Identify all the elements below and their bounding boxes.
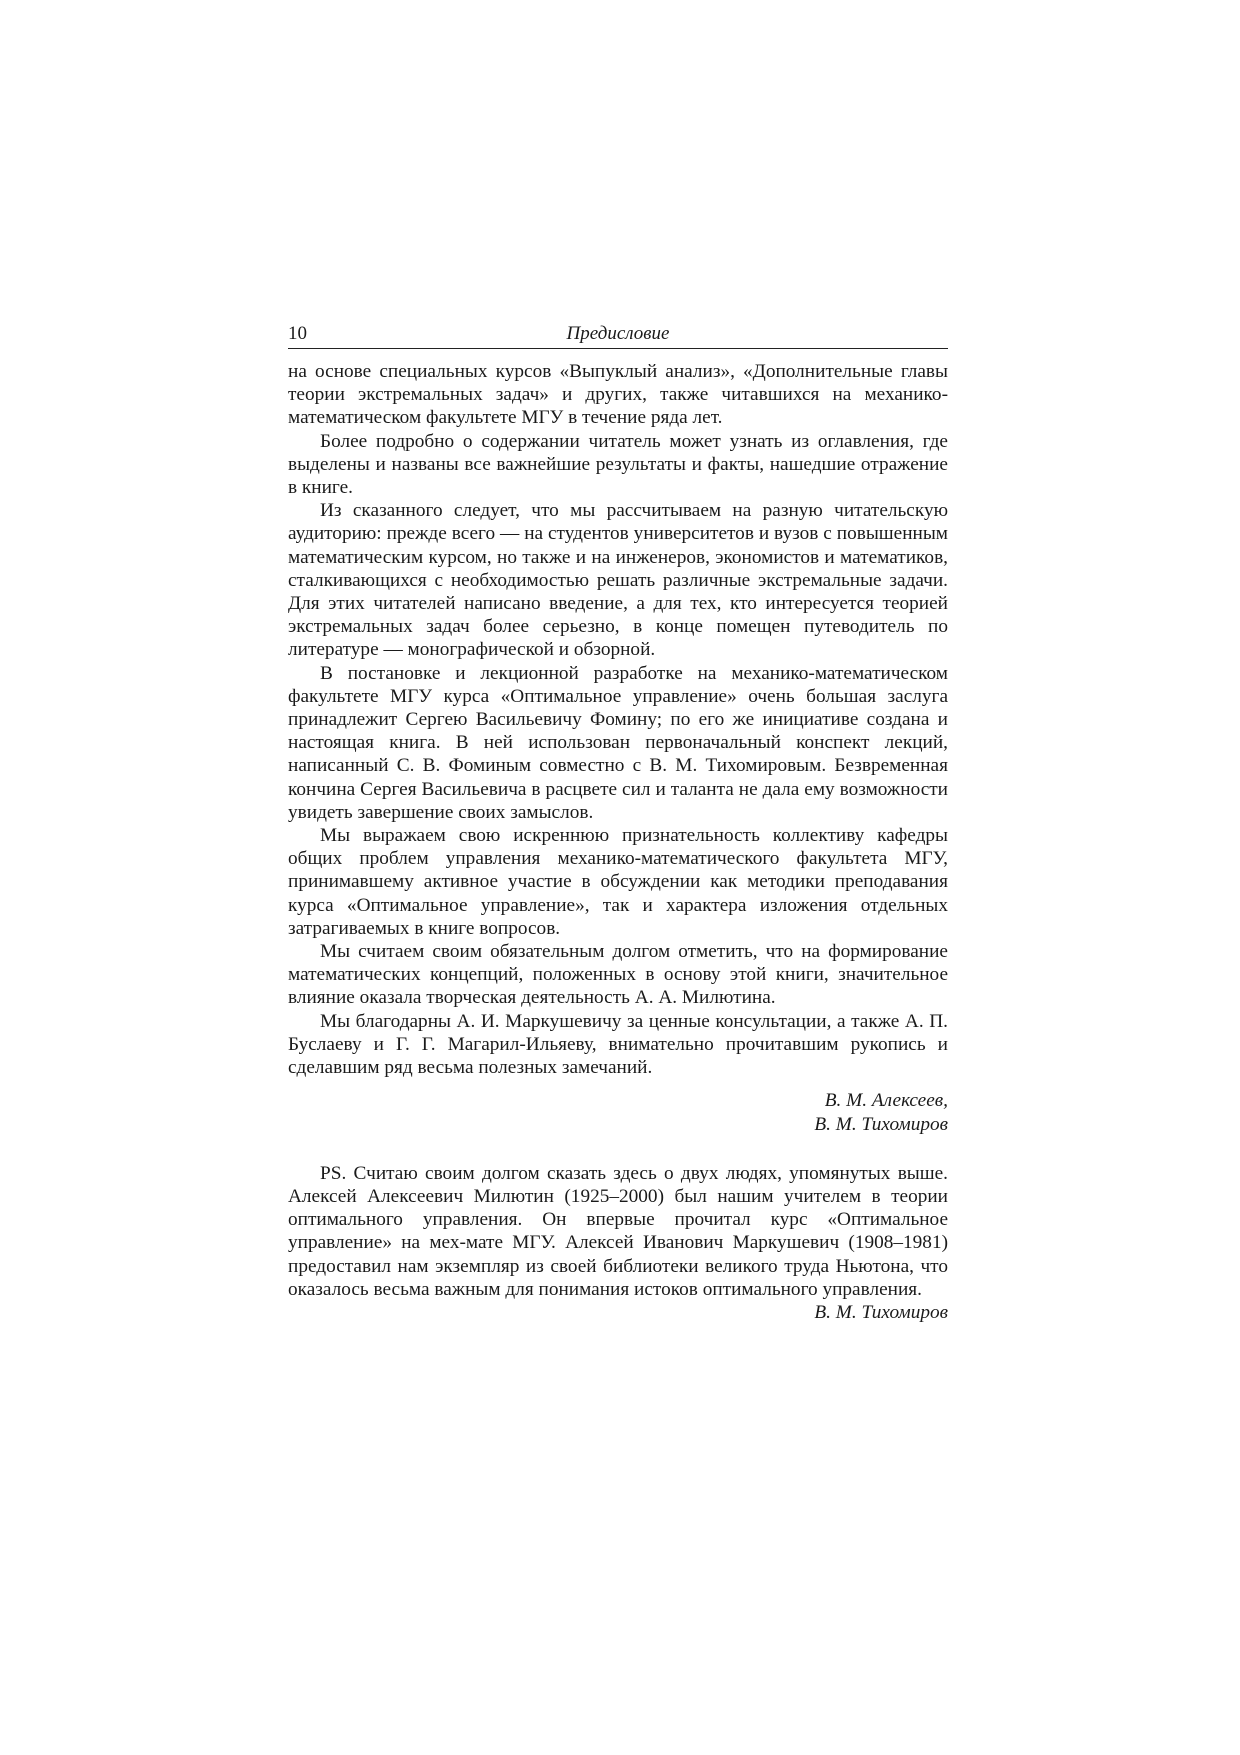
page-body xyxy=(288,349,948,1324)
running-title: Предисловие xyxy=(566,323,670,344)
paragraph: В постановке и лекционной разработке на механико-математическом факультете МГУ курса «Оптимальное управление» очень большая заслуга принадлежит Сергею Васильевичу Фомину; по его же инициативе создана и настоящая книга. В ней использован первоначальный конспект лекций, написанный С. В. Фоминым совместно с В. М. Тихомировым. Безвременная кончина Сергея Васильевича в расцвете сил и таланта не дала ему возможности увидеть завершение своих замыслов. xyxy=(288,662,948,823)
paragraph: Мы благодарны А. И. Маркушевичу за ценные консультации, а также А. П. Буслаеву и Г. Г. Магарил-Ильяеву, внимательно прочитавшим рукопись и сделавшим ряд весьма полезных замечаний. xyxy=(288,1010,948,1079)
postscript-signature: В. М. Тихомиров xyxy=(814,1301,948,1323)
running-head xyxy=(288,322,948,349)
paragraph: Более подробно о содержании читатель может узнать из оглавления, где выделены и названы все важнейшие результаты и факты, нашедшие отражение в книге. xyxy=(288,430,948,499)
page-number: 10 xyxy=(288,323,307,344)
paragraph: Из сказанного следует, что мы рассчитываем на разную читательскую аудиторию: прежде всего — на студентов университетов и вузов с повышенным математическим курсом, но также и на инженеров, экономистов и математиков, сталкивающихся с необходимостью решать различные экстремальные задачи. Для этих читателей написано введение, а для тех, кто интересуется теорией экстремальных задач более серьезно, в конце помещен путеводитель по литературе — монографической и обзорной. xyxy=(288,500,948,661)
paragraph: Мы считаем своим обязательным долгом отметить, что на формирование математических концепций, положенных в основу этой книги, значительное влияние оказала творческая деятельность А. А. Милютина. xyxy=(288,941,948,1009)
paragraph: на основе специальных курсов «Выпуклый анализ», «Дополнительные главы теории экстремальных задач» и других, также читавшихся на механико-математическом факультете МГУ в течение ряда лет. xyxy=(288,361,948,429)
postscript: PS. Считаю своим долгом сказать здесь о двух людях, упомянутых выше. Алексей Алексеевич Милютин (1925–2000) был нашим учителем в теории оптимального управления. Он впервые прочитал курс «Оптимальное управление» на мех-мате МГУ. Алексей Иванович Маркушевич (1908–1981) предоставил нам экземпляр из своей библиотеки великого труда Ньютона, что оказалось весьма важным для понимания истоков оптимального управления. xyxy=(288,1162,948,1300)
book-page xyxy=(288,322,948,1324)
author-signature: В. М. Алексеев, xyxy=(824,1090,948,1112)
paragraph: Мы выражаем свою искреннюю признательность коллективу кафедры общих проблем управления механико-математического факультета МГУ, принимавшему активное участие в обсуждении как методики преподавания курса «Оптимальное управление», так и характера изложения отдельных затрагиваемых в книге вопросов. xyxy=(288,825,948,939)
author-signature: В. М. Тихомиров xyxy=(814,1113,948,1135)
